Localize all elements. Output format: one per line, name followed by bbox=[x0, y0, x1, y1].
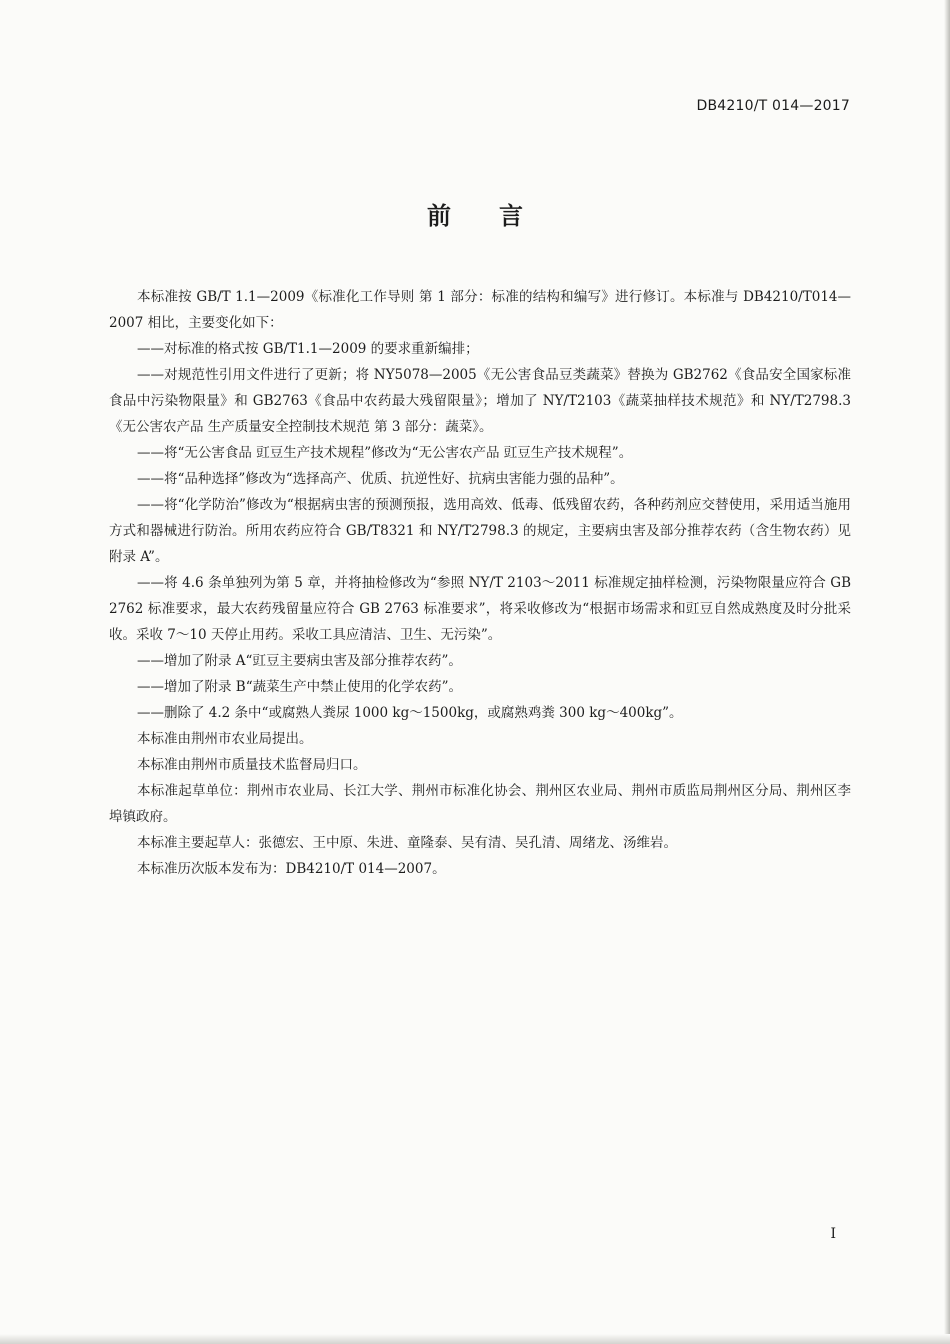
paragraph: ——将 4.6 条单独列为第 5 章，并将抽检修改为“参照 NY/T 2103～2011 标准规定抽样检测，污染物限量应符合 GB 2762 标准要求，最大农药残留量应符合 GB 2763 标准要求”，将采收修改为“根据市场需求和豇豆自然成熟度及时分批采收。采收 7～10 天停止用药。采收工具应清洁、卫生、无污染”。 bbox=[109, 575, 851, 643]
paragraph: ——增加了附录 A“豇豆主要病虫害及部分推荐农药”。 bbox=[137, 653, 462, 669]
paragraph: 本标准按 GB/T 1.1—2009《标准化工作导则 第 1 部分：标准的结构和编写》进行修订。本标准与 DB4210/T014—2007 相比，主要变化如下： bbox=[109, 289, 851, 331]
paragraph: ——将“品种选择”修改为“选择高产、优质、抗逆性好、抗病虫害能力强的品种”。 bbox=[137, 471, 624, 487]
paragraph: ——将“化学防治”修改为“根据病虫害的预测预报，选用高效、低毒、低残留农药，各种药剂应交替使用，采用适当施用方式和器械进行防治。所用农药应符合 GB/T8321 和 NY/T2798.3 的规定，主要病虫害及部分推荐农药（含生物农药）见附录 A”。 bbox=[109, 497, 851, 565]
page-number: I bbox=[830, 1226, 836, 1242]
scan-edge-shadow bbox=[0, 1334, 950, 1344]
paragraph: ——对规范性引用文件进行了更新；将 NY5078—2005《无公害食品豆类蔬菜》替换为 GB2762《食品安全国家标准 食品中污染物限量》和 GB2763《食品中农药最大残留限量》；增加了 NY/T2103《蔬菜抽样技术规范》和 NY/T2798.3《无公害农产品 生产质量安全控制技术规范 第 3 部分：蔬菜》。 bbox=[109, 367, 851, 435]
paragraph: ——将“无公害食品 豇豆生产技术规程”修改为“无公害农产品 豇豆生产技术规程”。 bbox=[137, 445, 633, 461]
document-code: DB4210/T 014—2017 bbox=[696, 98, 850, 114]
paragraph: 本标准历次版本发布为：DB4210/T 014—2007。 bbox=[137, 861, 446, 877]
paragraph: 本标准由荆州市农业局提出。 bbox=[137, 731, 313, 747]
preface-body bbox=[109, 284, 851, 882]
paragraph: ——删除了 4.2 条中“或腐熟人粪尿 1000 kg～1500kg，或腐熟鸡粪 300 kg～400kg”。 bbox=[137, 705, 683, 721]
paragraph: 本标准由荆州市质量技术监督局归口。 bbox=[137, 757, 367, 773]
scan-edge-shadow bbox=[944, 0, 950, 1344]
paragraph: 本标准起草单位：荆州市农业局、长江大学、荆州市标准化协会、荆州区农业局、荆州市质监局荆州区分局、荆州区李埠镇政府。 bbox=[109, 783, 851, 825]
paragraph: ——对标准的格式按 GB/T1.1—2009 的要求重新编排； bbox=[137, 341, 479, 357]
paragraph: 本标准主要起草人：张德宏、王中原、朱进、童隆泰、吴有清、吴孔清、周绪龙、汤维岩。 bbox=[137, 835, 677, 851]
page-title: 前言 bbox=[427, 202, 571, 230]
paragraph: ——增加了附录 B“蔬菜生产中禁止使用的化学农药”。 bbox=[137, 679, 463, 695]
